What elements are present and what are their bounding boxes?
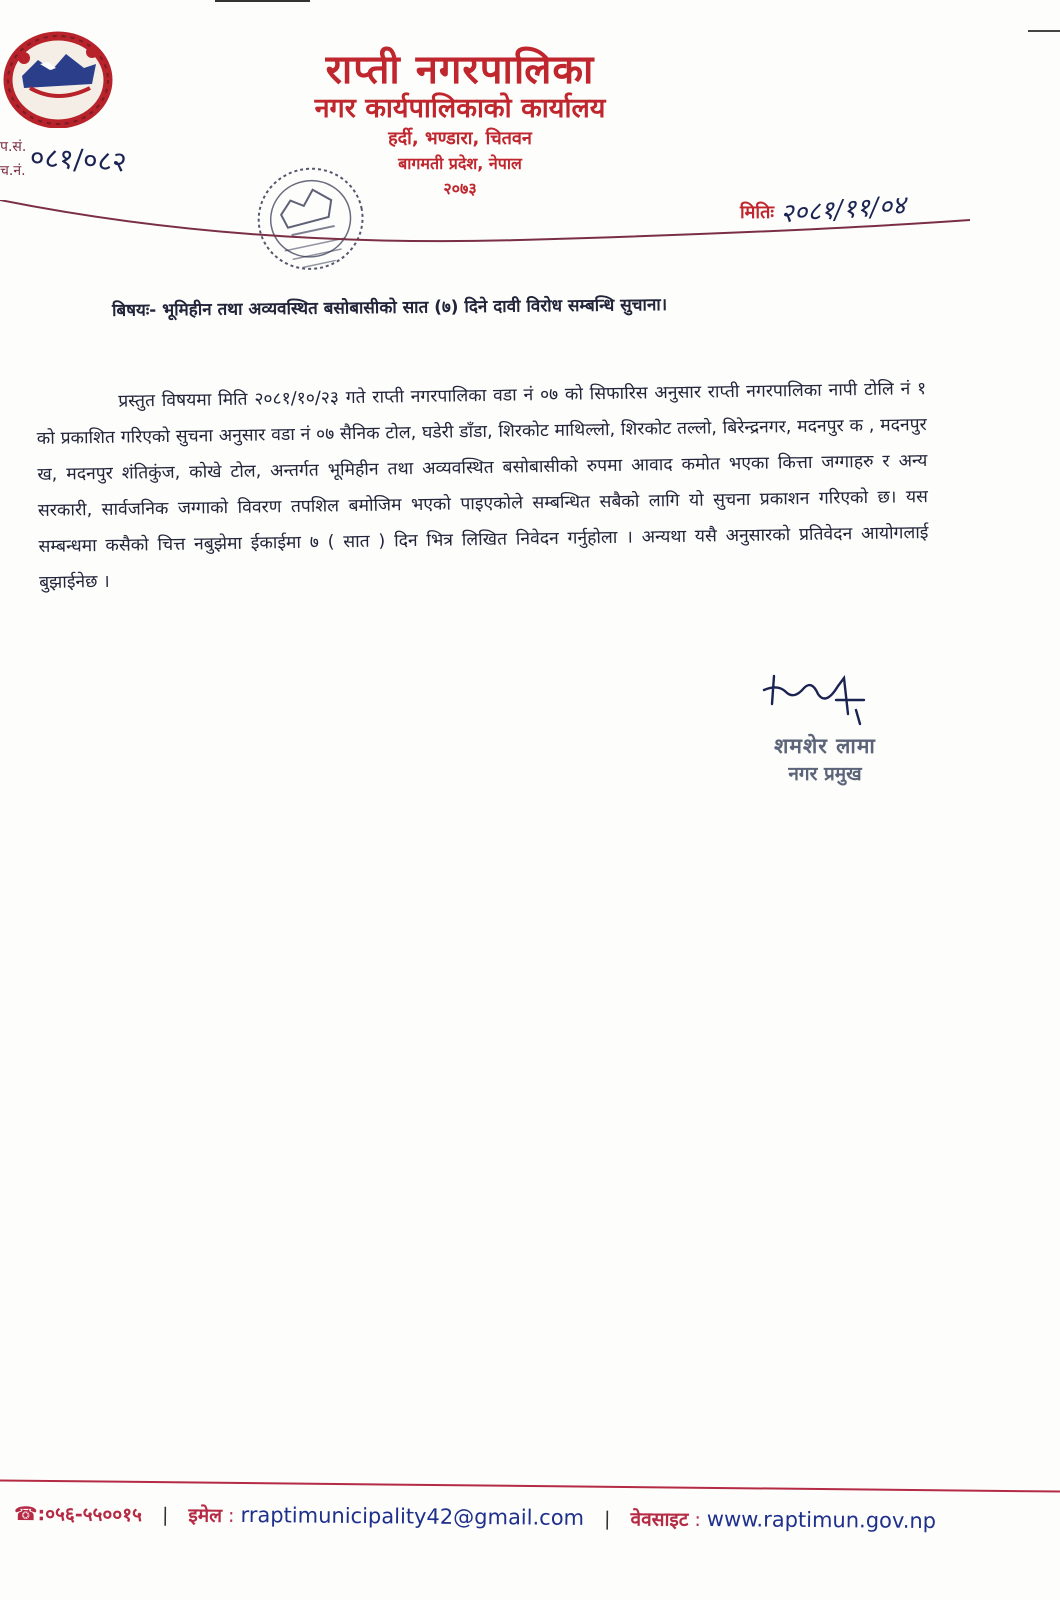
header-divider — [0, 200, 970, 260]
phone-number: :०५६-५५००१५ — [37, 1503, 143, 1527]
top-rule — [215, 0, 310, 2]
patra-sankhya-label: प.सं. — [0, 139, 27, 155]
office-address: हर्दी, भण्डारा, चितवन — [388, 128, 532, 149]
reference-number: ०८१/०८२ — [29, 140, 128, 179]
reference-labels — [0, 135, 26, 183]
office-subtitle: नगर कार्यपालिकाको कार्यालय — [314, 93, 606, 124]
date-value: २०८१/११/०४ — [779, 190, 907, 230]
contact-footer: ☎:०५६-५५००१५ | इमेल : rraptimunicipality42@gmail.com | वेवसाइट : www.raptimun.gov.np — [13, 1502, 937, 1534]
email-label: इमेल — [188, 1504, 223, 1527]
phone-icon: ☎ — [13, 1502, 38, 1526]
footer-divider — [0, 1479, 1060, 1492]
nepal-emblem-icon — [0, 18, 118, 128]
signatory-title: नगर प्रमुख — [788, 763, 862, 785]
province-line: बागमती प्रदेश, नेपाल — [398, 154, 522, 173]
date-label: मितिः — [740, 202, 774, 223]
handwritten-signature-icon — [760, 670, 890, 726]
corner-mark — [1028, 30, 1060, 32]
website-label: वेवसाइट — [630, 1508, 689, 1531]
signatory-name: शमशेर लामा — [774, 734, 876, 758]
website-link[interactable]: www.raptimun.gov.np — [706, 1507, 937, 1534]
separator: | — [604, 1508, 611, 1531]
letter-subject: बिषयः- भूमिहीन तथा अव्यवस्थित बसोबासीको सात (७) दिने दावी विरोध सम्बन्धि सुचाना। — [111, 295, 668, 321]
email-link[interactable]: rraptimunicipality42@gmail.com — [240, 1502, 585, 1530]
chalani-label: च.नं. — [0, 163, 26, 179]
separator: | — [161, 1504, 169, 1527]
municipality-title: राप्ती नगरपालिका — [325, 47, 595, 93]
signature-block — [730, 670, 920, 786]
established-year: २०७३ — [443, 179, 477, 198]
letter-body: प्रस्तुत विषयमा मिति २०८१/१०/२३ गते राप्ती नगरपालिका वडा नं ०७ को सिफारिस अनुसार राप्ती नगरपालिका नापी टोलि नं १ को प्रकाशित गरिएको सुचना अनुसार वडा नं ०७ सैनिक टोल, घडेरी डाँडा, शिरकोट माथिल्लो, शिरकोट तल्लो, बिरेन्द्रनगर, मदनपुर क , मदनपुर ख, मदनपुर शंतिकुंज, कोखे टोल, अन्तर्गत भूमिहीन तथा अव्यवस्थित बसोबासीको रुपमा आवाद कमोत भएका कित्ता जग्गाहरु र अन्य सरकारी, सार्वजनिक जग्गाको विवरण तपशिल बमोजिम भएको पाइएकोले सम्बन्धित सबैको लागि यो सुचना प्रकाशन गरिएको छ। यस सम्बन्धमा कसैको चित्त नबुझेमा ईकाईमा ७ ( सात ) दिन भित्र लिखित निवेदन गर्नुहोला । अन्यथा यसै अनुसारको प्रतिवेदन आयोगलाई बुझाईनेछ । — [36, 379, 929, 593]
